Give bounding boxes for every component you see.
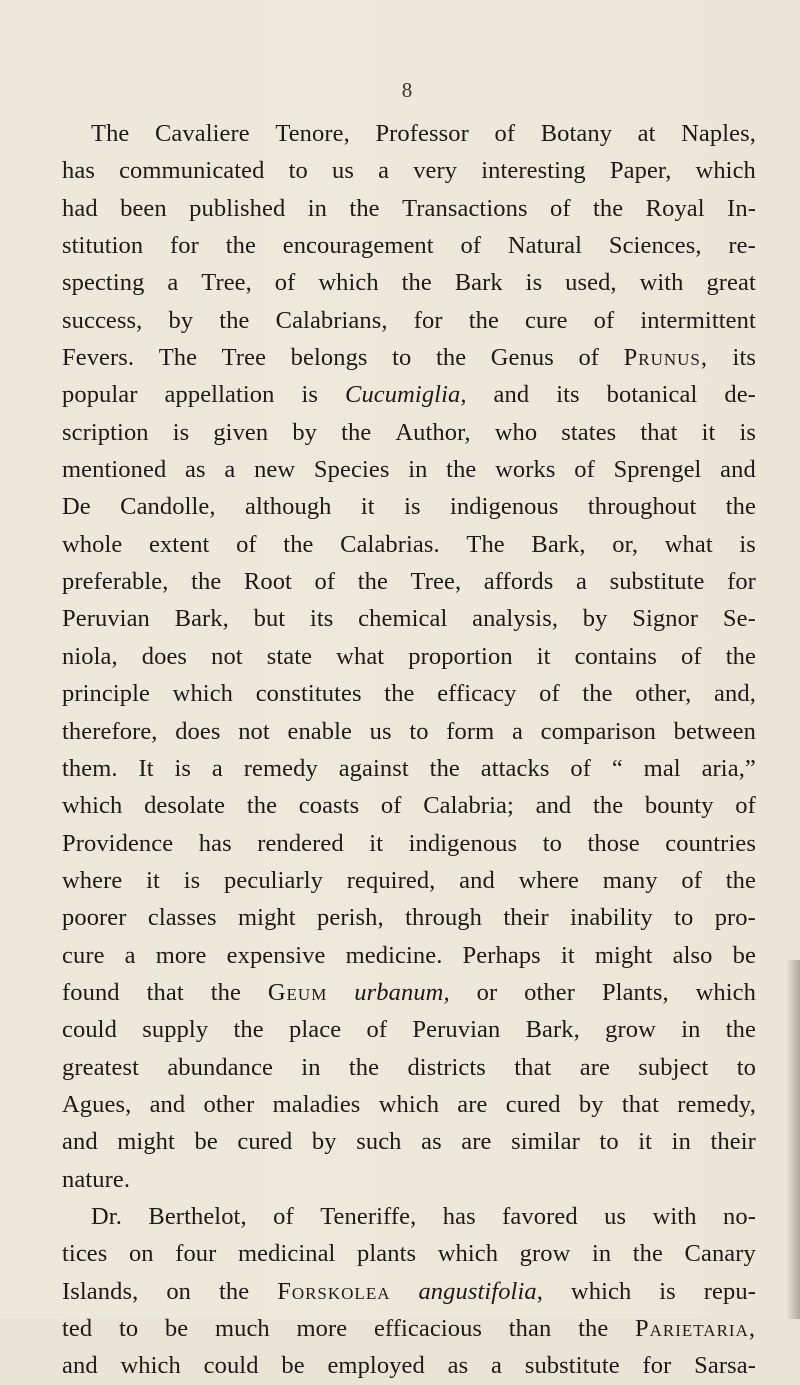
text-line: stitution for the encouragement of Natural Sciences, re- — [62, 232, 756, 260]
text-line: greatest abundance in the districts that are subject to — [62, 1053, 756, 1081]
text-line: which desolate the coasts of Calabria; and the bounty of — [62, 792, 756, 820]
text-line: Islands, on the Forskolea angustifolia, which is repu- — [62, 1277, 756, 1305]
text-line: cure a more expensive medicine. Perhaps it might also be — [62, 941, 756, 969]
page-number: 8 — [401, 78, 413, 102]
text-line: whole extent of the Calabrias. The Bark, or, what is — [62, 530, 756, 558]
text-line: mentioned as a new Species in the works of Sprengel and — [62, 456, 756, 484]
text-line: tices on four medicinal plants which grow in the Canary — [62, 1240, 756, 1268]
text-line: popular appellation is Cucumiglia, and its botanical de- — [62, 381, 756, 409]
text-line: therefore, does not enable us to form a comparison between — [62, 717, 756, 745]
text-line: where it is peculiarly required, and where many of the — [62, 866, 756, 894]
text-line: Fevers. The Tree belongs to the Genus of Prunus, its — [62, 344, 756, 372]
text-line: nature. — [62, 1165, 131, 1193]
text-line: poorer classes might perish, through their inability to pro- — [62, 904, 756, 932]
text-line: Dr. Berthelot, of Teneriffe, has favored us with no- — [91, 1202, 756, 1230]
body-text — [62, 115, 756, 1385]
text-line: success, by the Calabrians, for the cure of intermittent — [62, 306, 756, 334]
text-line: The Cavaliere Tenore, Professor of Botany at Naples, — [91, 120, 756, 147]
text-line: Peruvian Bark, but its chemical analysis, by Signor Se- — [62, 605, 756, 633]
page-edge-shadow — [786, 960, 800, 1319]
text-line: and which could be employed as a substitute for Sarsa- — [62, 1352, 756, 1380]
text-line: preferable, the Root of the Tree, affords a substitute for — [62, 568, 756, 596]
text-line: found that the Geum urbanum, or other Plants, which — [62, 978, 756, 1006]
text-line: had been published in the Transactions of the Royal In- — [62, 194, 756, 222]
text-line: De Candolle, although it is indigenous throughout the — [62, 493, 756, 521]
text-line: specting a Tree, of which the Bark is used, with great — [62, 269, 756, 297]
text-line: them. It is a remedy against the attacks of “ mal aria,” — [62, 754, 756, 782]
text-line: could supply the place of Peruvian Bark, grow in the — [62, 1016, 756, 1044]
text-line: scription is given by the Author, who states that it is — [62, 418, 756, 446]
text-line: Providence has rendered it indigenous to those countries — [62, 829, 756, 857]
text-line: principle which constitutes the efficacy of the other, and, — [62, 680, 756, 708]
text-line: and might be cured by such as are similar to it in their — [62, 1128, 756, 1156]
text-line: Agues, and other maladies which are cured by that remedy, — [62, 1090, 756, 1118]
text-line: niola, does not state what proportion it contains of the — [62, 642, 756, 670]
text-line: has communicated to us a very interesting Paper, which — [62, 157, 756, 185]
text-line: ted to be much more efficacious than the Parietaria, — [62, 1315, 756, 1342]
